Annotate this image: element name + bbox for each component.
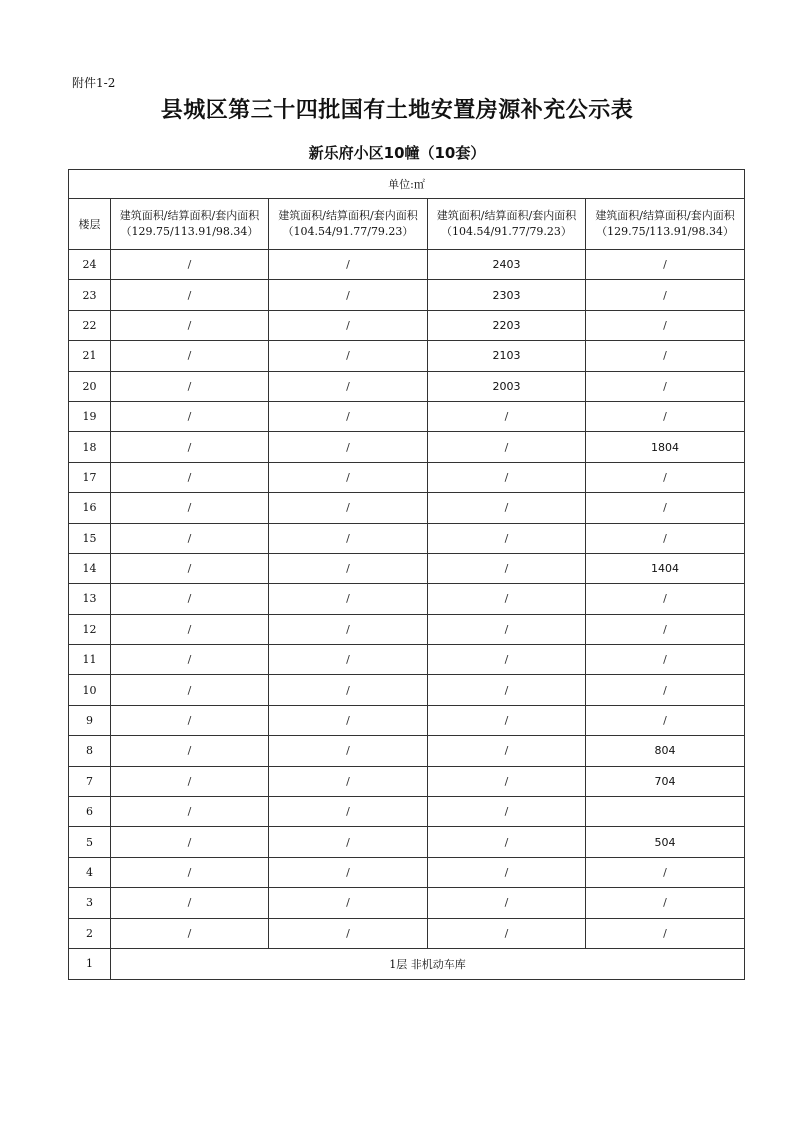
table-cell: / xyxy=(428,705,586,735)
table-cell: / xyxy=(111,857,269,887)
table-cell: / xyxy=(269,401,428,431)
table-cell: / xyxy=(111,523,269,553)
table-cell: / xyxy=(269,341,428,371)
table-row xyxy=(69,888,745,918)
column-header-line2: （129.75/113.91/98.34） xyxy=(120,225,259,238)
table-cell: / xyxy=(269,250,428,280)
floor-header: 楼层 xyxy=(69,199,111,250)
floor-number: 8 xyxy=(69,736,111,766)
page-title: 县城区第三十四批国有土地安置房源补充公示表 xyxy=(160,97,634,123)
floor-number: 18 xyxy=(69,432,111,462)
table-cell: / xyxy=(111,553,269,583)
column-header-line2: （104.54/91.77/79.23） xyxy=(282,225,414,238)
table-row xyxy=(69,523,745,553)
table-body xyxy=(69,170,745,980)
table-cell: / xyxy=(111,827,269,857)
floor-number: 16 xyxy=(69,493,111,523)
table-cell: / xyxy=(428,797,586,827)
table-cell: / xyxy=(111,888,269,918)
table-row xyxy=(69,645,745,675)
floor-number: 1 xyxy=(69,948,111,979)
table-row xyxy=(69,462,745,492)
table-cell: / xyxy=(428,736,586,766)
table-row xyxy=(69,432,745,462)
floor-number: 2 xyxy=(69,918,111,948)
column-header-line1: 建筑面积/结算面积/套内面积 xyxy=(119,209,260,222)
table-cell: / xyxy=(111,584,269,614)
ground-floor-note: 1层 非机动车库 xyxy=(111,948,745,979)
column-header-line2: （104.54/91.77/79.23） xyxy=(441,225,572,238)
table-cell: / xyxy=(269,614,428,644)
table-cell: / xyxy=(269,584,428,614)
table-row xyxy=(69,614,745,644)
column-header xyxy=(428,199,586,250)
table-cell: / xyxy=(428,523,586,553)
table-cell: / xyxy=(111,250,269,280)
table-cell: / xyxy=(269,705,428,735)
table-cell: / xyxy=(586,888,745,918)
table-cell: / xyxy=(428,493,586,523)
table-cell: / xyxy=(586,584,745,614)
table-cell: / xyxy=(269,371,428,401)
floor-number: 4 xyxy=(69,857,111,887)
floor-number: 6 xyxy=(69,797,111,827)
floor-number: 9 xyxy=(69,705,111,735)
table-row xyxy=(69,797,745,827)
floor-number: 5 xyxy=(69,827,111,857)
table-cell: / xyxy=(269,736,428,766)
column-header xyxy=(111,199,269,250)
table-cell: / xyxy=(269,432,428,462)
table-cell: / xyxy=(586,310,745,340)
table-cell: / xyxy=(586,371,745,401)
table-cell: / xyxy=(428,584,586,614)
table-cell: 2203 xyxy=(428,310,586,340)
table-row xyxy=(69,553,745,583)
table-cell: / xyxy=(269,645,428,675)
floor-number: 7 xyxy=(69,766,111,796)
table-cell: / xyxy=(586,523,745,553)
floor-number: 13 xyxy=(69,584,111,614)
floor-number: 24 xyxy=(69,250,111,280)
header-row xyxy=(69,199,745,250)
table-cell: 2103 xyxy=(428,341,586,371)
floor-number: 10 xyxy=(69,675,111,705)
table-row xyxy=(69,310,745,340)
table-row xyxy=(69,827,745,857)
column-header xyxy=(269,199,428,250)
floor-number: 3 xyxy=(69,888,111,918)
table-cell: / xyxy=(111,462,269,492)
table-cell: / xyxy=(269,827,428,857)
table-row xyxy=(69,705,745,735)
table-cell: / xyxy=(586,341,745,371)
table-cell: / xyxy=(586,857,745,887)
floor-number: 12 xyxy=(69,614,111,644)
table-cell: / xyxy=(428,675,586,705)
table-cell xyxy=(586,797,745,827)
table-cell: / xyxy=(428,827,586,857)
table-cell: / xyxy=(111,614,269,644)
table-cell: 2403 xyxy=(428,250,586,280)
table-cell: / xyxy=(428,553,586,583)
table-cell: / xyxy=(586,645,745,675)
table-row xyxy=(69,280,745,310)
table-cell: / xyxy=(586,401,745,431)
table-cell: 504 xyxy=(586,827,745,857)
table-cell: / xyxy=(111,401,269,431)
table-row xyxy=(69,675,745,705)
table-cell: / xyxy=(586,614,745,644)
table-cell: / xyxy=(428,888,586,918)
table-cell: / xyxy=(111,341,269,371)
table-row xyxy=(69,766,745,796)
table-cell: / xyxy=(269,918,428,948)
column-header-line1: 建筑面积/结算面积/套内面积 xyxy=(278,209,418,222)
column-header xyxy=(586,199,745,250)
table-cell: / xyxy=(586,250,745,280)
table-cell: / xyxy=(111,675,269,705)
table-cell: / xyxy=(269,280,428,310)
unit-row xyxy=(69,170,745,199)
table-cell: / xyxy=(269,857,428,887)
table-cell: 704 xyxy=(586,766,745,796)
table-cell: 2303 xyxy=(428,280,586,310)
table-row xyxy=(69,250,745,280)
table-cell: / xyxy=(269,462,428,492)
table-cell: / xyxy=(111,736,269,766)
table-cell: / xyxy=(111,280,269,310)
table-cell: 804 xyxy=(586,736,745,766)
table-cell: / xyxy=(111,310,269,340)
table-cell: / xyxy=(428,766,586,796)
table-cell: / xyxy=(586,675,745,705)
table-row xyxy=(69,493,745,523)
attachment-label: 附件1-2 xyxy=(72,76,116,90)
floor-number: 11 xyxy=(69,645,111,675)
table-cell: / xyxy=(586,705,745,735)
table-cell: / xyxy=(269,675,428,705)
table-cell: / xyxy=(269,797,428,827)
table-cell: / xyxy=(269,888,428,918)
table-cell: / xyxy=(111,766,269,796)
table-row xyxy=(69,341,745,371)
table-cell: / xyxy=(269,523,428,553)
table-cell: / xyxy=(586,918,745,948)
table-cell: / xyxy=(111,371,269,401)
table-cell: 2003 xyxy=(428,371,586,401)
table-cell: / xyxy=(111,918,269,948)
table-cell: / xyxy=(269,553,428,583)
column-header-line1: 建筑面积/结算面积/套内面积 xyxy=(595,209,735,222)
table-cell: 1404 xyxy=(586,553,745,583)
table-cell: / xyxy=(428,462,586,492)
unit-label: 单位:㎡ xyxy=(69,170,745,199)
table-row xyxy=(69,736,745,766)
floor-number: 23 xyxy=(69,280,111,310)
page-subtitle: 新乐府小区10幢（10套） xyxy=(308,144,486,162)
floor-number: 15 xyxy=(69,523,111,553)
floor-number: 17 xyxy=(69,462,111,492)
floor-number: 19 xyxy=(69,401,111,431)
table-cell: / xyxy=(428,918,586,948)
table-cell: / xyxy=(428,857,586,887)
table-cell: / xyxy=(428,645,586,675)
table-cell: / xyxy=(111,705,269,735)
table-cell: / xyxy=(586,493,745,523)
table-cell: / xyxy=(428,614,586,644)
table-cell: / xyxy=(586,462,745,492)
housing-table xyxy=(68,169,745,980)
ground-floor-row xyxy=(69,948,745,979)
table-cell: 1804 xyxy=(586,432,745,462)
table-cell: / xyxy=(428,401,586,431)
table-row xyxy=(69,401,745,431)
table-cell: / xyxy=(269,766,428,796)
table-row xyxy=(69,918,745,948)
table-cell: / xyxy=(111,645,269,675)
column-header-line2: （129.75/113.91/98.34） xyxy=(596,225,734,238)
floor-number: 14 xyxy=(69,553,111,583)
table-cell: / xyxy=(111,432,269,462)
table-cell: / xyxy=(428,432,586,462)
floor-number: 21 xyxy=(69,341,111,371)
table-cell: / xyxy=(269,310,428,340)
column-header-line1: 建筑面积/结算面积/套内面积 xyxy=(436,209,577,222)
floor-number: 22 xyxy=(69,310,111,340)
table-row xyxy=(69,371,745,401)
table-cell: / xyxy=(586,280,745,310)
table-row xyxy=(69,857,745,887)
table-cell: / xyxy=(111,493,269,523)
table-cell: / xyxy=(111,797,269,827)
floor-number: 20 xyxy=(69,371,111,401)
table-cell: / xyxy=(269,493,428,523)
table-row xyxy=(69,584,745,614)
